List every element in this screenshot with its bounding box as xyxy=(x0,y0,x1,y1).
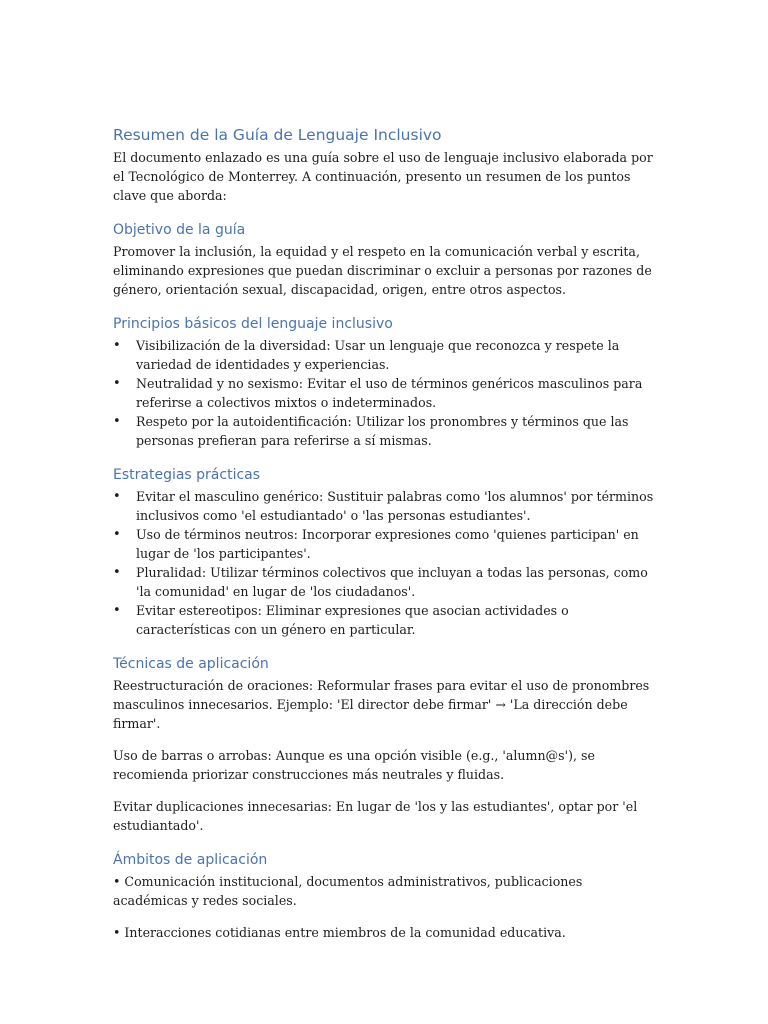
list-item-text: Neutralidad y no sexismo: Evitar el uso de términos genéricos masculinos para referirse a colectivos mixtos o indeterminados. xyxy=(136,376,643,410)
list-item-text: Respeto por la autoidentificación: Utilizar los pronombres y términos que las personas prefieran para referirse a sí mismas. xyxy=(136,414,629,448)
list-item xyxy=(113,525,658,563)
bullet-icon: • xyxy=(113,338,121,353)
list-item xyxy=(113,412,658,450)
section-heading: Técnicas de aplicación xyxy=(113,656,269,672)
document-title: Resumen de la Guía de Lenguaje Inclusivo xyxy=(113,126,442,144)
section-estrategias xyxy=(113,465,658,639)
bullet-list xyxy=(113,487,658,639)
section-tecnicas xyxy=(113,654,658,835)
bullet-icon: • xyxy=(113,527,121,542)
list-item xyxy=(113,374,658,412)
bullet-icon: • xyxy=(113,603,121,618)
bullet-icon: • xyxy=(113,489,121,504)
bullet-icon: • xyxy=(113,376,121,391)
section-paragraph: Promover la inclusión, la equidad y el respeto en la comunicación verbal y escrita, eliminando expresiones que puedan discriminar o excluir a personas por razones de género, orientación sexual, discapacidad, origen, entre otros aspectos. xyxy=(113,244,652,297)
bullet-list xyxy=(113,336,658,450)
section-paragraph: Uso de barras o arrobas: Aunque es una opción visible (e.g., 'alumn@s'), se recomienda priorizar construcciones más neutrales y fluidas. xyxy=(113,748,595,782)
document-page xyxy=(113,124,658,942)
bullet-icon: • xyxy=(113,565,121,580)
section-heading: Estrategias prácticas xyxy=(113,467,261,483)
section-principios xyxy=(113,314,658,450)
list-item xyxy=(113,563,658,601)
section-ambitos xyxy=(113,850,658,942)
list-item xyxy=(113,487,658,525)
section-objetivo xyxy=(113,220,658,299)
section-heading: Objetivo de la guía xyxy=(113,222,246,238)
list-item-text: Visibilización de la diversidad: Usar un lenguaje que reconozca y respete la variedad de identidades y experiencias. xyxy=(136,338,620,372)
section-paragraph: • Comunicación institucional, documentos administrativos, publicaciones académicas y redes sociales. xyxy=(113,874,583,908)
section-paragraph: Evitar duplicaciones innecesarias: En lugar de 'los y las estudiantes', optar por 'el estudiantado'. xyxy=(113,799,638,833)
list-item xyxy=(113,336,658,374)
list-item-text: Evitar el masculino genérico: Sustituir palabras como 'los alumnos' por términos inclusivos como 'el estudiantado' o 'las personas estudiantes'. xyxy=(136,489,654,523)
list-item-text: Pluralidad: Utilizar términos colectivos que incluyan a todas las personas, como 'la comunidad' en lugar de 'los ciudadanos'. xyxy=(136,565,648,599)
section-paragraph: • Interacciones cotidianas entre miembros de la comunidad educativa. xyxy=(113,925,566,940)
section-heading: Principios básicos del lenguaje inclusivo xyxy=(113,316,393,332)
list-item xyxy=(113,601,658,639)
section-heading: Ámbitos de aplicación xyxy=(113,852,268,868)
list-item-text: Uso de términos neutros: Incorporar expresiones como 'quienes participan' en lugar de 'los participantes'. xyxy=(136,527,639,561)
intro-paragraph: El documento enlazado es una guía sobre el uso de lenguaje inclusivo elaborada por el Tecnológico de Monterrey. A continuación, presento un resumen de los puntos clave que aborda: xyxy=(113,150,653,203)
bullet-icon: • xyxy=(113,414,121,429)
section-paragraph: Reestructuración de oraciones: Reformular frases para evitar el uso de pronombres masculinos innecesarios. Ejemplo: 'El director debe firmar' → 'La dirección debe firmar'. xyxy=(113,678,650,731)
list-item-text: Evitar estereotipos: Eliminar expresiones que asocian actividades o características con un género en particular. xyxy=(136,603,569,637)
